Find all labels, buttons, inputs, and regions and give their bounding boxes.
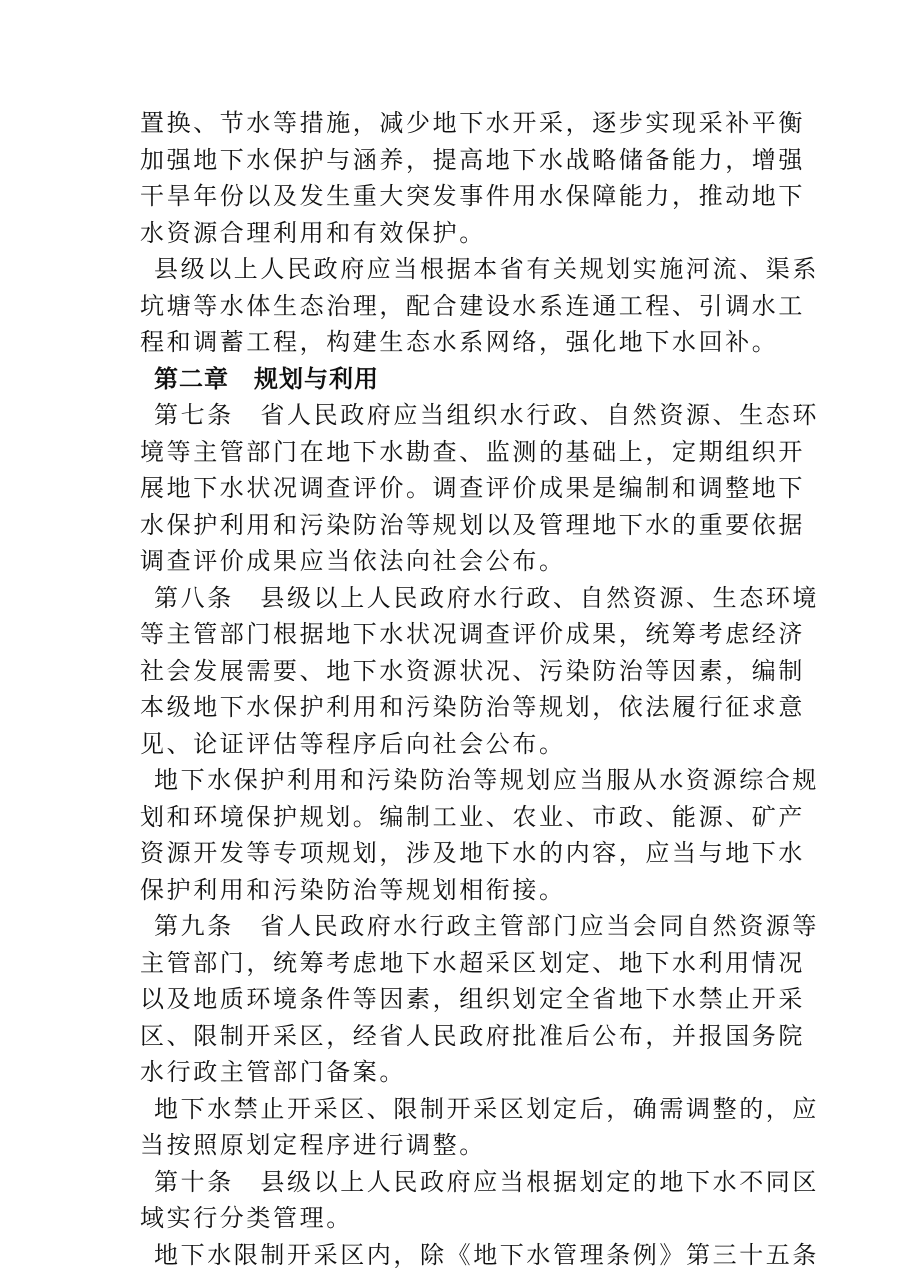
text-line: 见、论证评估等程序后向社会公布。 xyxy=(140,729,566,758)
text-line: 县级以上人民政府应当根据本省有关规划实施河流、渠系 xyxy=(154,255,819,283)
text-line: 展地下水状况调查评价。调查评价成果是编制和调整地下 xyxy=(140,474,805,502)
text-line: 坑塘等水体生态治理，配合建设水系连通工程、引调水工 xyxy=(140,291,805,320)
text-line: 资源开发等专项规划，涉及地下水的内容，应当与地下水 xyxy=(140,839,805,867)
text-line: 地下水保护利用和污染防治等规划应当服从水资源综合规 xyxy=(154,766,819,794)
text-line: 程和调蓄工程，构建生态水系网络，强化地下水回补。 xyxy=(140,328,779,356)
document-body xyxy=(140,105,819,1273)
text-line: 水资源合理利用和有效保护。 xyxy=(140,218,486,247)
text-line: 境等主管部门在地下水勘查、监测的基础上，定期组织开 xyxy=(140,437,805,466)
text-line: 域实行分类管理。 xyxy=(140,1204,353,1232)
text-line: 社会发展需要、地下水资源状况、污染防治等因素，编制 xyxy=(140,656,805,685)
text-line: 水保护利用和污染防治等规划以及管理地下水的重要依据 xyxy=(140,510,805,539)
text-line: 划和环境保护规划。编制工业、农业、市政、能源、矿产 xyxy=(140,802,805,831)
text-line: 置换、节水等措施，减少地下水开采，逐步实现采补平衡 xyxy=(140,109,805,137)
text-line: 等主管部门根据地下水状况调查评价成果，统筹考虑经济 xyxy=(140,620,805,648)
chapter-heading: 第二章 规划与利用 xyxy=(154,364,379,393)
text-line: 地下水限制开采区内，除《地下水管理条例》第三十五条 xyxy=(154,1240,819,1269)
text-line: 水行政主管部门备案。 xyxy=(140,1058,406,1086)
text-line: 当按照原划定程序进行调整。 xyxy=(140,1131,486,1159)
text-line: 调查评价成果应当依法向社会公布。 xyxy=(140,547,566,575)
text-line: 地下水禁止开采区、限制开采区划定后，确需调整的，应 xyxy=(154,1094,819,1123)
text-line: 区、限制开采区，经省人民政府批准后公布，并报国务院 xyxy=(140,1021,805,1050)
text-line: 第十条 县级以上人民政府应当根据划定的地下水不同区 xyxy=(154,1167,819,1196)
text-line: 第八条 县级以上人民政府水行政、自然资源、生态环境 xyxy=(154,583,819,612)
text-line: 加强地下水保护与涵养，提高地下水战略储备能力，增强 xyxy=(140,145,805,174)
text-line: 第九条 省人民政府水行政主管部门应当会同自然资源等 xyxy=(154,912,819,940)
text-line: 保护利用和污染防治等规划相衔接。 xyxy=(140,875,566,904)
text-line: 以及地质环境条件等因素，组织划定全省地下水禁止开采 xyxy=(140,985,805,1013)
text-line: 本级地下水保护利用和污染防治等规划，依法履行征求意 xyxy=(140,693,805,721)
text-line: 第七条 省人民政府应当组织水行政、自然资源、生态环 xyxy=(154,401,819,429)
text-line: 主管部门，统筹考虑地下水超采区划定、地下水利用情况 xyxy=(140,948,805,977)
text-line: 干旱年份以及发生重大突发事件用水保障能力，推动地下 xyxy=(140,182,805,210)
